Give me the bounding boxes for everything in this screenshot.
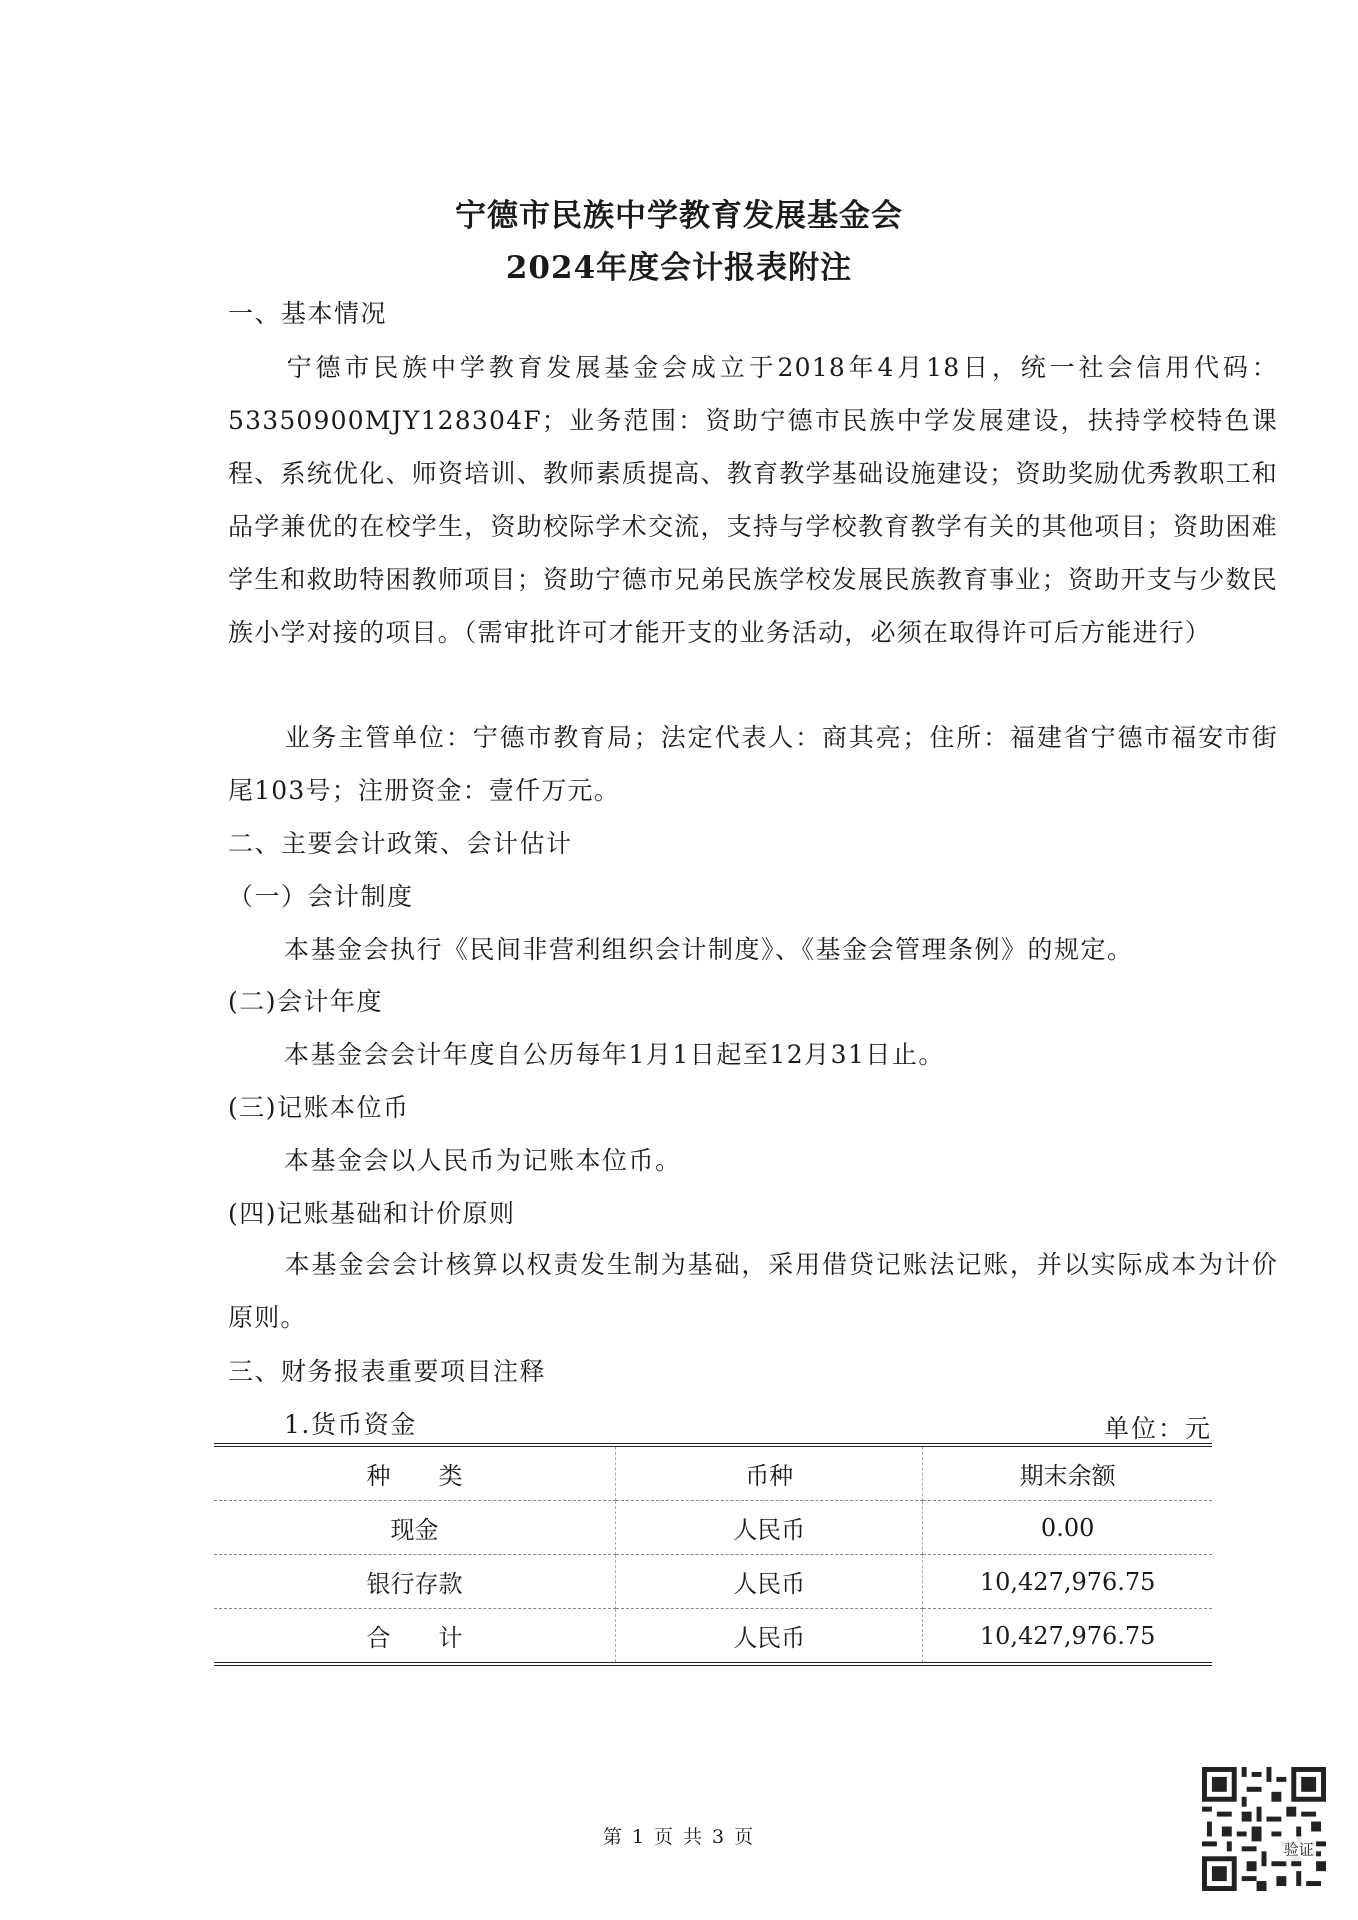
section-2-3-heading: (三)记账本位币 [228,1093,410,1122]
section-2-4-text: 本基金会会计核算以权责发生制为基础，采用借贷记账法记账，并以实际成本为计价原则。 [228,1250,1278,1332]
section-2-2-text: 本基金会会计年度自公历每年1月1日起至12月31日止。 [284,1040,945,1069]
section-2-4-paragraph [228,1238,1278,1344]
qr-code-icon [1202,1767,1326,1891]
header-currency: 币种 [616,1445,923,1501]
cell-currency: 人民币 [616,1555,923,1609]
table-header-row [214,1445,1212,1501]
table-row [214,1555,1212,1609]
qr-label: 验证 [1283,1840,1314,1859]
section-1-paragraph-2 [228,711,1278,817]
cell-category: 银行存款 [214,1555,616,1609]
cell-balance: 0.00 [923,1501,1212,1555]
table-row-total [214,1609,1212,1665]
section-2-1-heading: （一）会计制度 [228,882,414,911]
header-category: 种 类 [214,1445,616,1501]
cell-currency: 人民币 [616,1501,923,1555]
cash-table [214,1443,1212,1666]
cell-category: 合 计 [214,1609,616,1665]
header-balance: 期末余额 [923,1445,1212,1501]
cell-balance: 10,427,976.75 [923,1555,1212,1609]
section-2-1-text: 本基金会执行《民间非营利组织会计制度》、《基金会管理条例》的规定。 [284,935,1134,964]
section-1-paragraph-1-text: 宁德市民族中学教育发展基金会成立于2018年4月18日，统一社会信用代码：53350900MJY128304F；业务范围：资助宁德市民族中学发展建设，扶持学校特色课程、系统优化、师资培训、教师素质提高、教育教学基础设施建设；资助奖励优秀教职工和品学兼优的在校学生，资助校际学术交流，支持与学校教育教学有关的其他项目；资助困难学生和救助特困教师项目；资助宁德市兄弟民族学校发展民族教育事业；资助开支与少数民族小学对接的项目。（需审批许可才能开支的业务活动，必须在取得许可后方能进行） [228,353,1278,647]
cell-currency: 人民币 [616,1609,923,1665]
unit-label: 单位：元 [1103,1414,1212,1443]
cell-category: 现金 [214,1501,616,1555]
section-2-3-text: 本基金会以人民币为记账本位币。 [284,1146,682,1175]
page-footer: 第 1 页 共 3 页 [602,1826,756,1848]
section-1-paragraph-2-text: 业务主管单位：宁德市教育局；法定代表人：商其亮；住所：福建省宁德市福安市街尾103号；注册资金：壹仟万元。 [228,723,1278,805]
section-3-1-heading: 1.货币资金 [284,1410,417,1439]
section-1-paragraph-1 [228,341,1278,659]
section-1-heading: 一、基本情况 [228,299,388,328]
section-2-2-heading: (二)会计年度 [228,987,384,1016]
report-subtitle: 2024年度会计报表附注 [505,250,853,286]
cell-balance: 10,427,976.75 [923,1609,1212,1665]
section-2-heading: 二、主要会计政策、会计估计 [228,829,573,858]
report-title: 宁德市民族中学教育发展基金会 [455,198,903,234]
section-2-4-heading: (四)记账基础和计价原则 [228,1199,516,1228]
section-3-heading: 三、财务报表重要项目注释 [228,1357,547,1386]
table-row [214,1501,1212,1555]
